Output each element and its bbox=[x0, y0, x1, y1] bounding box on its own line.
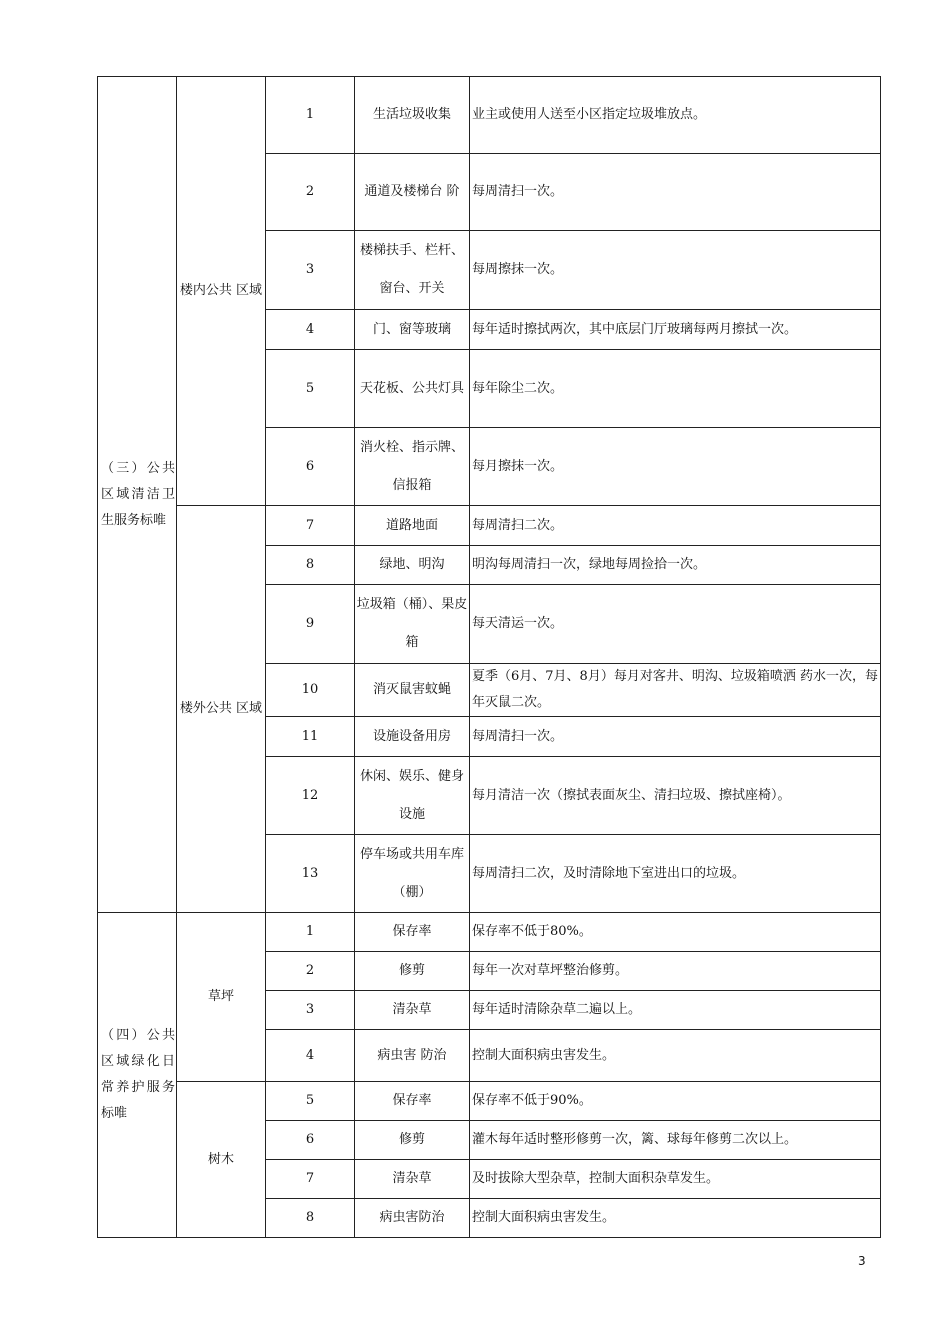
row-number: 6 bbox=[266, 428, 355, 506]
row-number: 1 bbox=[266, 77, 355, 154]
area-cell: 楼外公共 区域 bbox=[177, 506, 266, 913]
row-number: 7 bbox=[266, 1160, 355, 1199]
table-row bbox=[98, 913, 881, 952]
standard-cell: 明沟每周清扫一次，绿地每周捡拾一次。 bbox=[470, 546, 881, 585]
row-number: 4 bbox=[266, 1030, 355, 1082]
standard-cell: 每年一次对草坪整治修剪。 bbox=[470, 952, 881, 991]
item-cell: 清杂草 bbox=[355, 991, 470, 1030]
page-number: 3 bbox=[858, 1254, 866, 1268]
standard-cell: 业主或使用人送至小区指定垃圾堆放点。 bbox=[470, 77, 881, 154]
table-row bbox=[98, 1082, 881, 1121]
item-cell: 垃圾箱（桶）、果皮箱 bbox=[355, 585, 470, 664]
standard-cell: 每周清扫一次。 bbox=[470, 717, 881, 757]
row-number: 4 bbox=[266, 310, 355, 350]
area-cell: 树木 bbox=[177, 1082, 266, 1238]
standard-cell: 保存率不低于90%。 bbox=[470, 1082, 881, 1121]
row-number: 8 bbox=[266, 546, 355, 585]
item-cell: 保存率 bbox=[355, 913, 470, 952]
standard-cell: 每年适时擦拭两次，其中底层门厅玻璃每两月擦拭一次。 bbox=[470, 310, 881, 350]
item-cell: 生活垃圾收集 bbox=[355, 77, 470, 154]
area-cell: 楼内公共 区域 bbox=[177, 77, 266, 506]
row-number: 11 bbox=[266, 717, 355, 757]
row-number: 5 bbox=[266, 1082, 355, 1121]
table-row bbox=[98, 77, 881, 154]
standard-cell: 每年除尘二次。 bbox=[470, 350, 881, 428]
standard-cell: 每天清运一次。 bbox=[470, 585, 881, 664]
row-number: 10 bbox=[266, 664, 355, 717]
item-cell: 道路地面 bbox=[355, 506, 470, 546]
standard-cell: 保存率不低于80%。 bbox=[470, 913, 881, 952]
standard-cell: 每月清洁一次（擦拭表面灰尘、清扫垃圾、擦拭座椅）。 bbox=[470, 757, 881, 835]
item-cell: 病虫害 防治 bbox=[355, 1030, 470, 1082]
standard-cell: 每月擦抹一次。 bbox=[470, 428, 881, 506]
standard-cell: 夏季（6月、7月、8月）每月对客井、明沟、垃圾箱喷洒 药水一次，每年灭鼠二次。 bbox=[470, 664, 881, 717]
standards-table bbox=[97, 76, 881, 1238]
row-number: 3 bbox=[266, 231, 355, 310]
row-number: 3 bbox=[266, 991, 355, 1030]
standard-cell: 控制大面积病虫害发生。 bbox=[470, 1030, 881, 1082]
row-number: 6 bbox=[266, 1121, 355, 1160]
item-cell: 绿地、明沟 bbox=[355, 546, 470, 585]
row-number: 1 bbox=[266, 913, 355, 952]
standard-cell: 控制大面积病虫害发生。 bbox=[470, 1199, 881, 1238]
standard-cell: 每年适时清除杂草二遍以上。 bbox=[470, 991, 881, 1030]
row-number: 2 bbox=[266, 952, 355, 991]
item-cell: 消灭鼠害蚊蝇 bbox=[355, 664, 470, 717]
standard-cell: 灌木每年适时整形修剪一次，篱、球每年修剪二次以上。 bbox=[470, 1121, 881, 1160]
item-cell: 通道及楼梯台 阶 bbox=[355, 154, 470, 231]
item-cell: 门、窗等玻璃 bbox=[355, 310, 470, 350]
item-cell: 修剪 bbox=[355, 1121, 470, 1160]
item-cell: 休闲、娱乐、健身设施 bbox=[355, 757, 470, 835]
item-cell: 消火栓、指示牌、信报箱 bbox=[355, 428, 470, 506]
area-cell: 草坪 bbox=[177, 913, 266, 1082]
category-cell: （四）公共区域绿化日常养护服务标唯 bbox=[98, 913, 177, 1238]
row-number: 5 bbox=[266, 350, 355, 428]
item-cell: 停车场或共用车库（棚） bbox=[355, 835, 470, 913]
item-cell: 病虫害防治 bbox=[355, 1199, 470, 1238]
standard-cell: 及时拔除大型杂草，控制大面积杂草发生。 bbox=[470, 1160, 881, 1199]
item-cell: 楼梯扶手、栏杆、窗台、开关 bbox=[355, 231, 470, 310]
item-cell: 修剪 bbox=[355, 952, 470, 991]
row-number: 2 bbox=[266, 154, 355, 231]
standard-cell: 每周清扫一次。 bbox=[470, 154, 881, 231]
standard-cell: 每周清扫二次。 bbox=[470, 506, 881, 546]
row-number: 8 bbox=[266, 1199, 355, 1238]
row-number: 12 bbox=[266, 757, 355, 835]
item-cell: 清杂草 bbox=[355, 1160, 470, 1199]
item-cell: 天花板、公共灯具 bbox=[355, 350, 470, 428]
standard-cell: 每周擦抹一次。 bbox=[470, 231, 881, 310]
table-row bbox=[98, 506, 881, 546]
category-cell: （三）公共区域清洁卫生服务标唯 bbox=[98, 77, 177, 913]
item-cell: 设施设备用房 bbox=[355, 717, 470, 757]
item-cell: 保存率 bbox=[355, 1082, 470, 1121]
standard-cell: 每周清扫二次，及时清除地下室进出口的垃圾。 bbox=[470, 835, 881, 913]
row-number: 7 bbox=[266, 506, 355, 546]
row-number: 13 bbox=[266, 835, 355, 913]
row-number: 9 bbox=[266, 585, 355, 664]
